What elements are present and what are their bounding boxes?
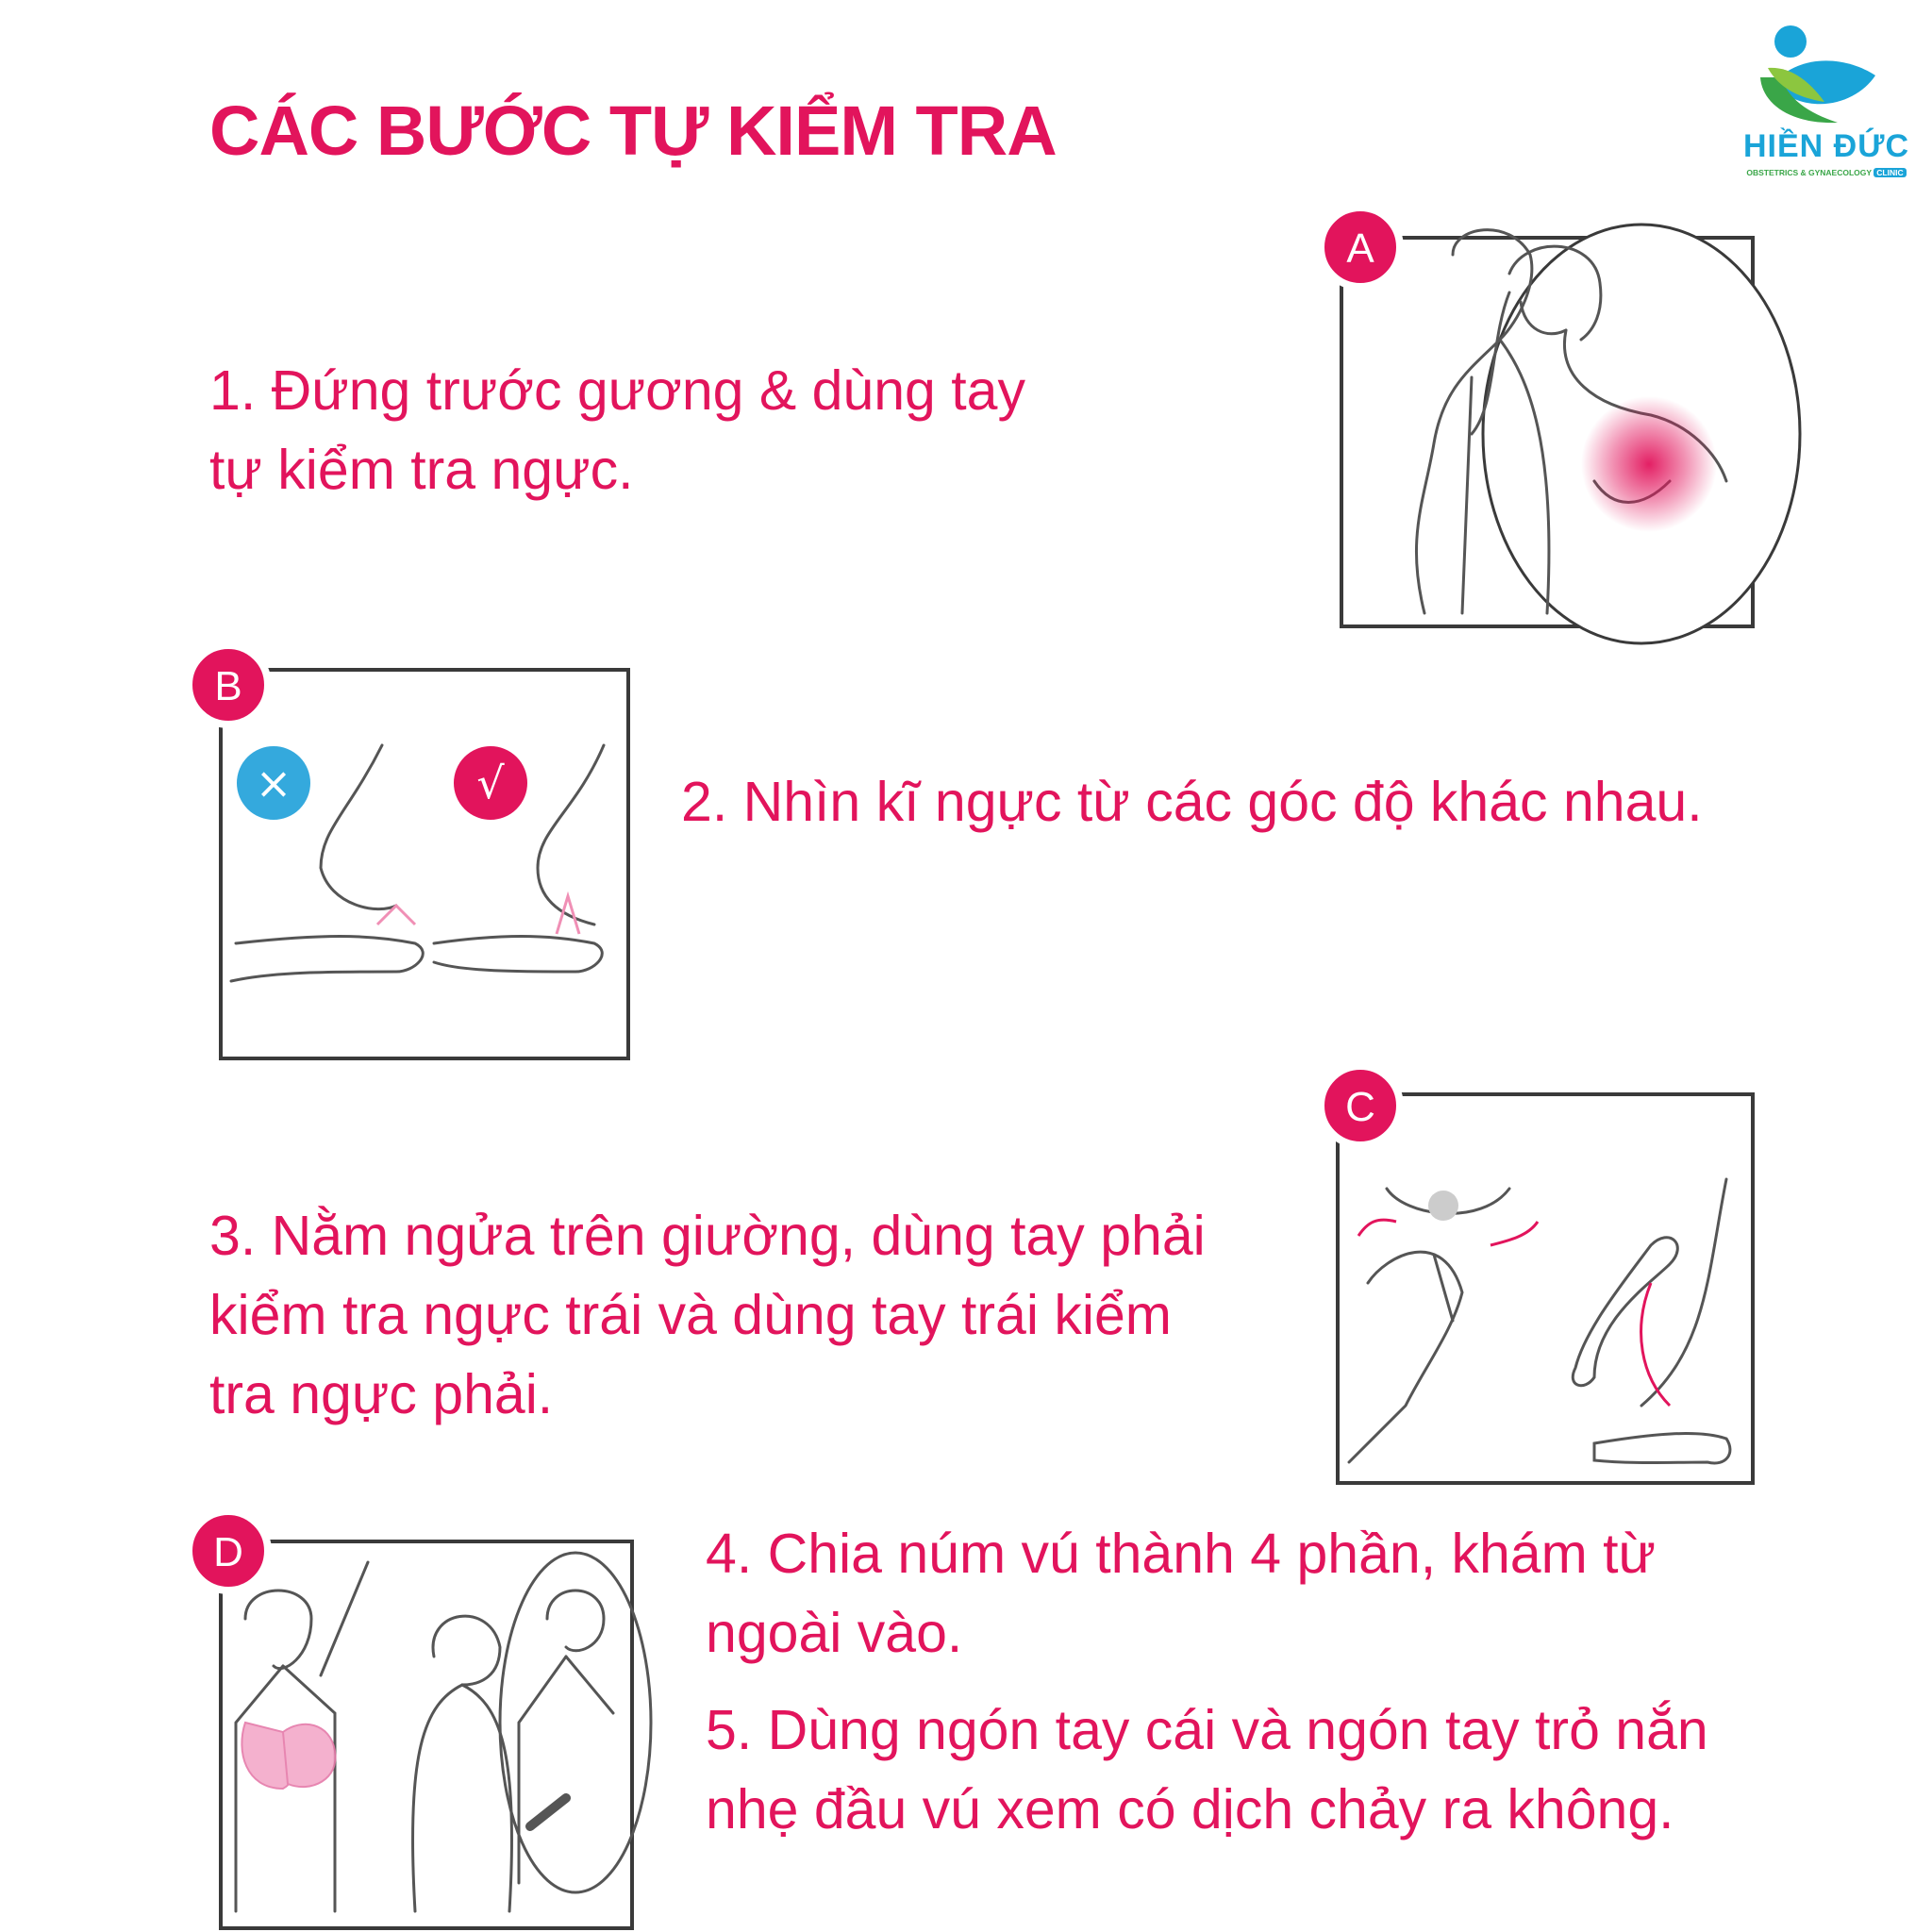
clinic-subtitle-text: OBSTETRICS & GYNAECOLOGY — [1746, 168, 1872, 177]
check-mark-symbol: √ — [476, 758, 505, 808]
step-2-line-1: 2. Nhìn kĩ ngực từ các góc độ khác nhau. — [681, 771, 1703, 833]
step-4-line-1: 4. Chia núm vú thành 4 phần, khám từ — [706, 1523, 1657, 1585]
clinic-logo — [1734, 19, 1919, 179]
step-3-line-1: 3. Nằm ngửa trên giường, dùng tay phải — [209, 1205, 1206, 1267]
badge-d-letter: D — [213, 1529, 243, 1575]
step-4 — [706, 1514, 1656, 1673]
page-title: CÁC BƯỚC TỰ KIỂM TRA — [209, 92, 1057, 170]
step-3-line-2: kiểm tra ngực trái và dùng tay trái kiểm — [209, 1284, 1172, 1346]
illustration-panel-b — [179, 651, 632, 1066]
illustration-panel-d — [179, 1506, 651, 1932]
clinic-subtitle — [1734, 168, 1919, 177]
badge-b-letter: B — [214, 663, 242, 709]
step-3-line-3: tra ngực phải. — [209, 1363, 554, 1425]
wrong-mark-symbol: × — [255, 758, 292, 808]
step-5 — [706, 1690, 1708, 1849]
step-1-line-2: tự kiểm tra ngực. — [209, 439, 634, 501]
step-4-line-2: ngoài vào. — [706, 1602, 963, 1664]
badge-a-letter: A — [1346, 225, 1374, 272]
step-5-line-1: 5. Dùng ngón tay cái và ngón tay trỏ nắn — [706, 1699, 1708, 1761]
clinic-badge: CLINIC — [1874, 168, 1906, 177]
breast-quadrants-highlight — [242, 1723, 335, 1789]
lying-down-illustration — [1349, 1179, 1730, 1463]
step-1-line-1: 1. Đứng trước gương & dùng tay — [209, 359, 1025, 422]
illustration-panel-a — [1311, 198, 1764, 641]
step-1 — [209, 351, 1025, 509]
step-5-line-2: nhẹ đầu vú xem có dịch chảy ra không. — [706, 1778, 1674, 1840]
illustration-panel-c — [1311, 1066, 1764, 1491]
clinic-name: HIỀN ĐỨC — [1743, 128, 1909, 164]
badge-c-letter: C — [1345, 1084, 1375, 1130]
step-3 — [209, 1196, 1206, 1434]
step-2 — [681, 762, 1703, 841]
clinic-logo-icon — [1734, 19, 1919, 132]
